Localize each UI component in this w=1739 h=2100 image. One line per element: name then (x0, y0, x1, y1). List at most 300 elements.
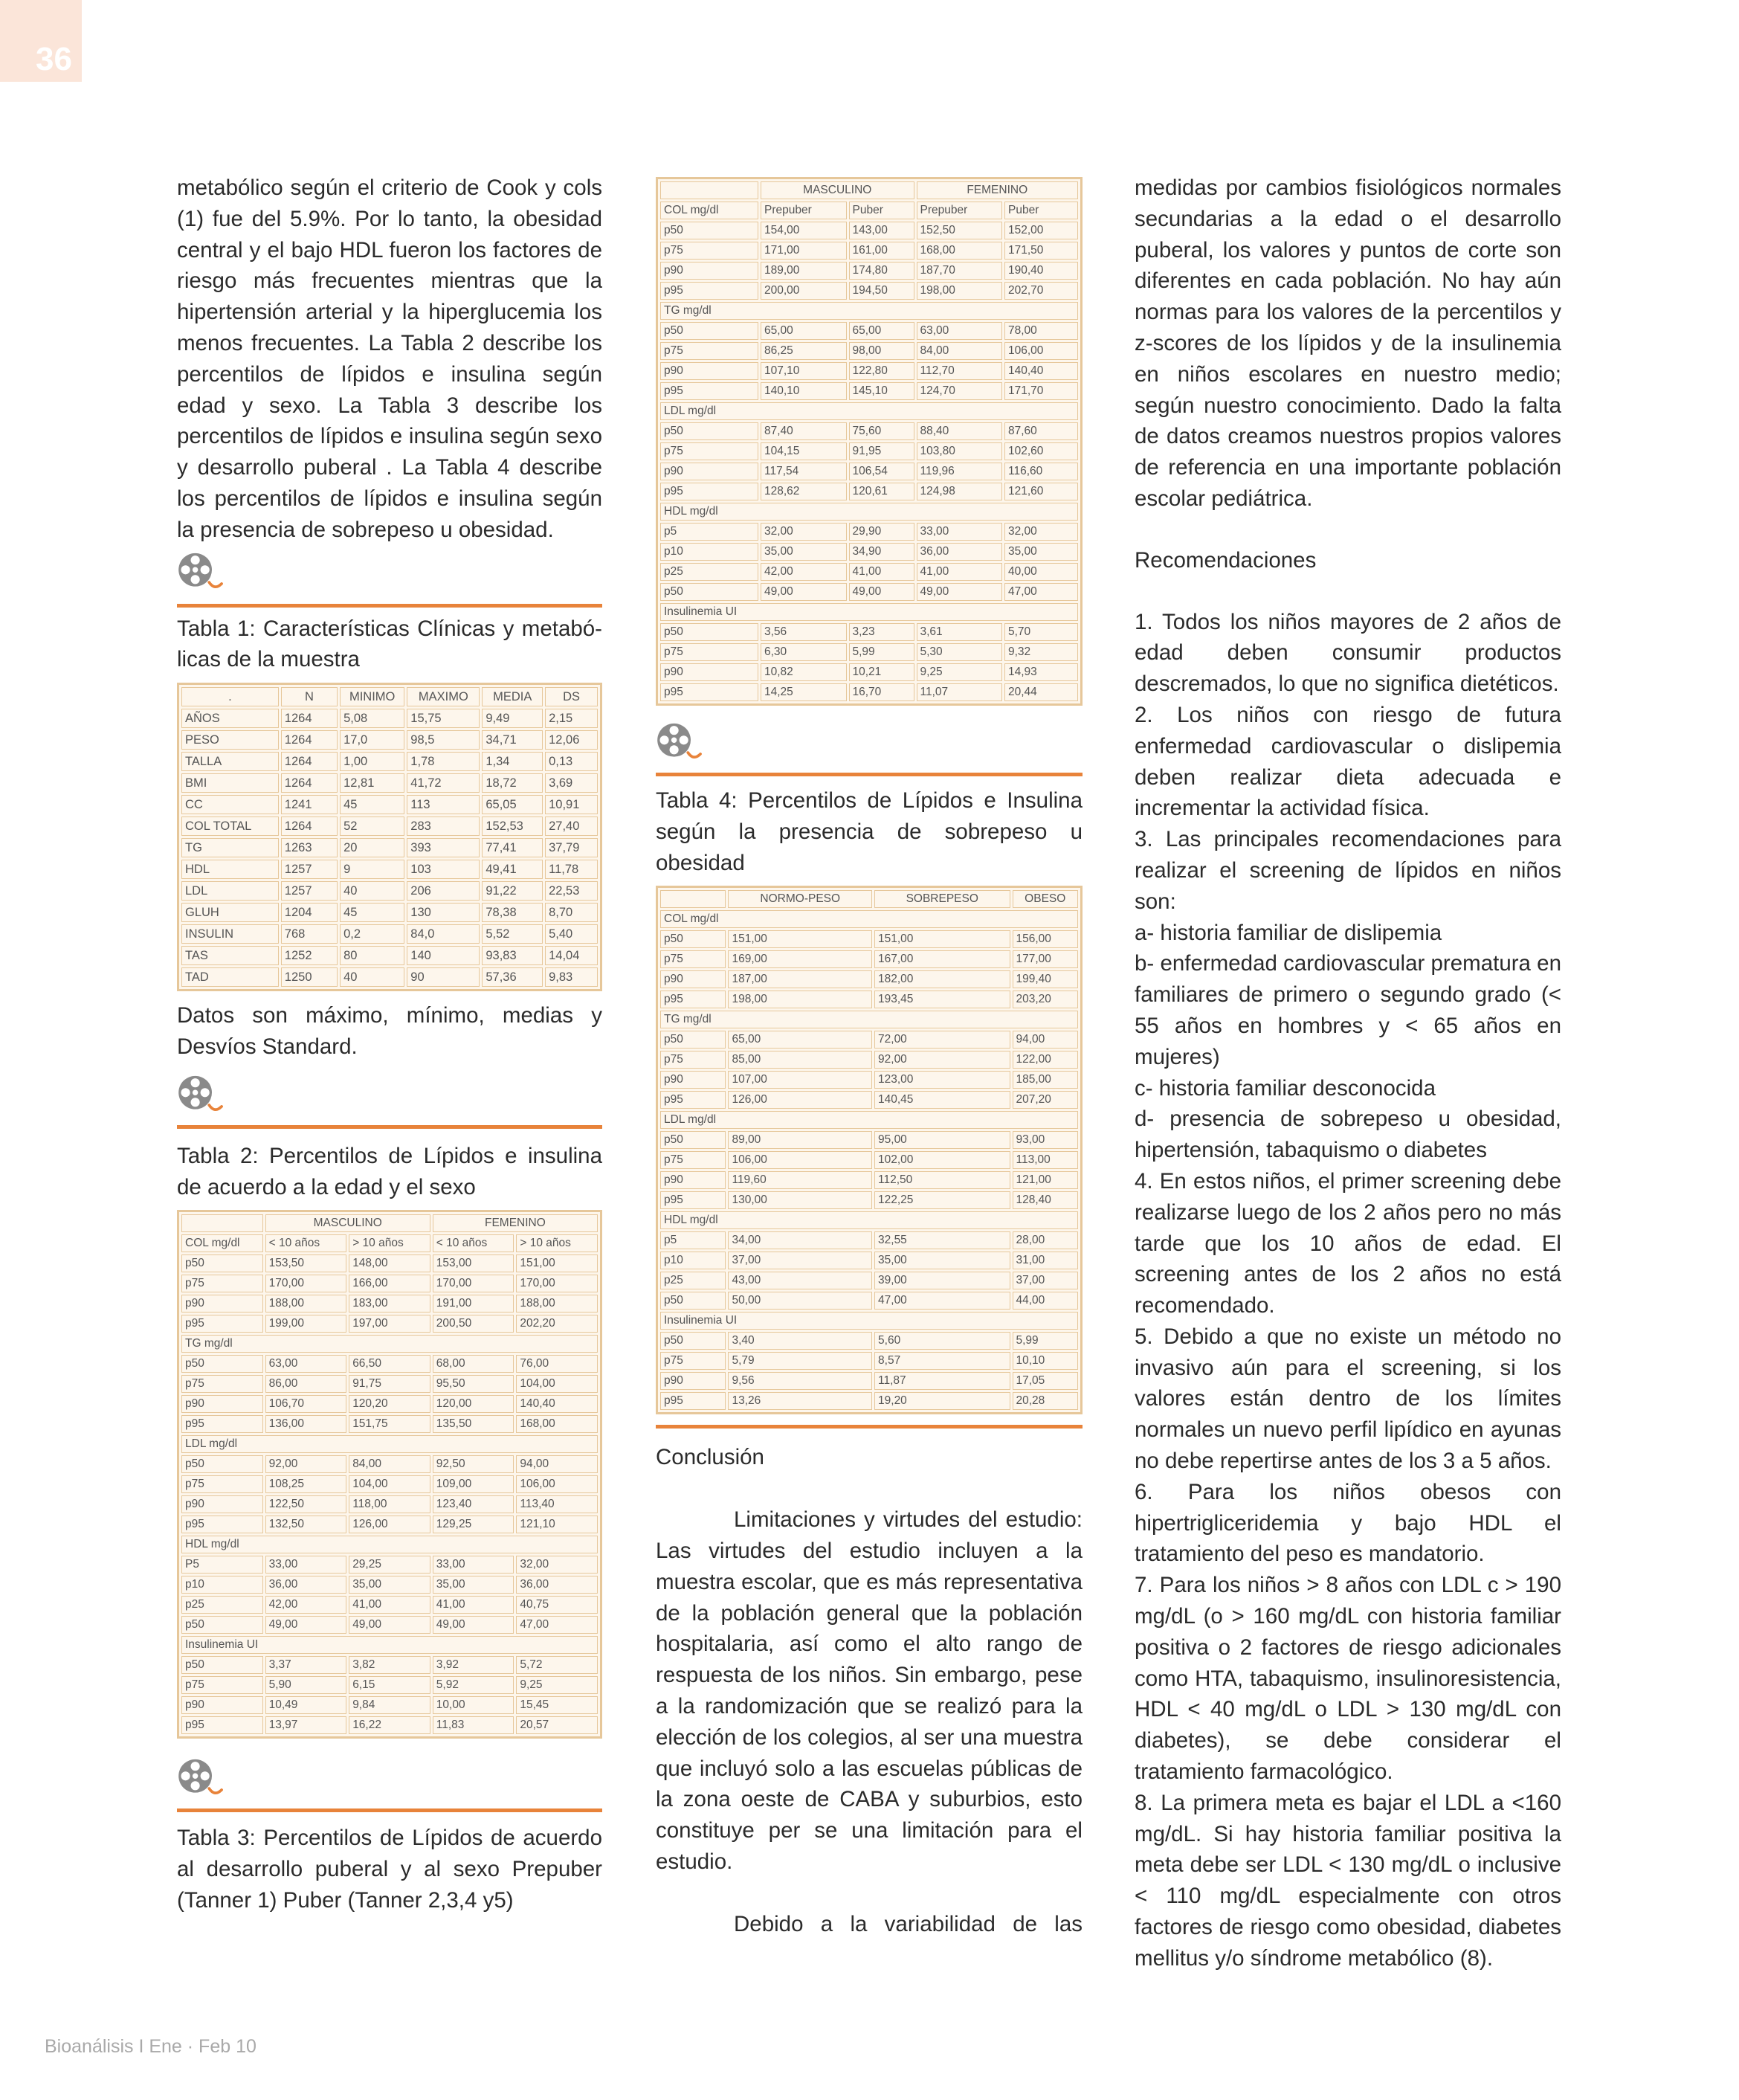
table-cell: 45 (340, 903, 404, 922)
table-cell: 35,00 (874, 1252, 1010, 1269)
table-row (181, 1295, 598, 1312)
table-cell: 5,99 (849, 643, 914, 661)
table-cell: 14,93 (1004, 663, 1078, 681)
table-cell: p50 (660, 322, 758, 340)
table-row (181, 903, 598, 922)
table-cell: p50 (660, 1131, 726, 1149)
table-cell: 32,00 (761, 523, 847, 541)
recommendation-item: a- historia familiar de dislipemia (1135, 920, 1442, 945)
table-row (660, 563, 1078, 581)
table-row (181, 1355, 598, 1373)
table-cell: 77,41 (482, 838, 543, 857)
table-row (181, 730, 598, 750)
table-row (660, 442, 1078, 460)
table-cell: 98,5 (407, 730, 480, 750)
table-row (660, 583, 1078, 601)
table-cell: 121,60 (1004, 483, 1078, 500)
table-cell: 109,00 (433, 1475, 514, 1493)
table-cell: 86,00 (265, 1375, 347, 1393)
table-row (181, 1395, 598, 1413)
table-row (660, 1272, 1078, 1289)
table-cell: 52 (340, 817, 404, 836)
table-row (181, 946, 598, 965)
table-cell: 200,00 (761, 282, 847, 300)
table-cell: 86,25 (761, 342, 847, 360)
table-cell: 87,40 (761, 422, 847, 440)
table-cell: 166,00 (349, 1275, 430, 1292)
table-section-label: HDL mg/dl (181, 1536, 598, 1553)
table-cell: 3,82 (349, 1656, 430, 1674)
table-cell: 78,00 (1004, 322, 1078, 340)
table-header-cell: NORMO-PESO (728, 890, 872, 908)
table-cell: 49,00 (917, 583, 1003, 601)
table-row (181, 1495, 598, 1513)
table-cell: 169,00 (728, 950, 872, 968)
table-cell: 9 (340, 860, 404, 879)
table-cell: 103 (407, 860, 480, 879)
table-cell: 129,25 (433, 1516, 514, 1533)
table-cell: p90 (660, 362, 758, 380)
table-row (181, 1616, 598, 1634)
table-group-header: FEMENINO (433, 1214, 598, 1232)
table4 (656, 886, 1083, 1414)
table-row (660, 1071, 1078, 1089)
table-cell: 20,44 (1004, 683, 1078, 701)
table-cell: 93,00 (1013, 1131, 1079, 1149)
table-cell: 124,98 (917, 483, 1003, 500)
table-cell: 10,91 (545, 795, 598, 814)
table-row (660, 663, 1078, 681)
table-cell: 140,40 (516, 1395, 598, 1413)
table-row (660, 1392, 1078, 1410)
table-cell: p95 (660, 1091, 726, 1109)
table-cell: p75 (660, 1051, 726, 1069)
table-row (181, 860, 598, 879)
table-cell: 91,95 (849, 442, 914, 460)
table-cell: 199,40 (1013, 970, 1079, 988)
table-cell: 107,10 (761, 362, 847, 380)
table-row (181, 1315, 598, 1333)
table-cell: 35,00 (761, 543, 847, 561)
table-cell: 102,60 (1004, 442, 1078, 460)
table-row (181, 773, 598, 793)
table-cell: 5,60 (874, 1332, 1010, 1350)
table-cell: p90 (181, 1395, 263, 1413)
table-cell: p25 (660, 563, 758, 581)
table-cell: 49,00 (265, 1616, 347, 1634)
table-row (660, 342, 1078, 360)
table-cell: p90 (181, 1495, 263, 1513)
table-cell: GLUH (181, 903, 279, 922)
table-cell: 40,00 (1004, 563, 1078, 581)
table-cell: p95 (660, 282, 758, 300)
table-cell: 57,36 (482, 967, 543, 987)
table-cell: 49,00 (761, 583, 847, 601)
table-row (660, 930, 1078, 948)
table-row (181, 709, 598, 728)
table-cell: p95 (660, 1392, 726, 1410)
table-cell: 152,50 (917, 222, 1003, 239)
table-row (181, 967, 598, 987)
table-cell: 92,50 (433, 1455, 514, 1473)
table-cell: 10,21 (849, 663, 914, 681)
table-cell: 1252 (281, 946, 338, 965)
table-cell: 36,00 (265, 1576, 347, 1594)
table-cell: 148,00 (349, 1254, 430, 1272)
table-cell: p75 (660, 643, 758, 661)
table2-caption: Tabla 2: Percentilos de Lípidos e insulina de acuerdo a la edad y el sexo (177, 1143, 602, 1199)
table-subheader-cell: Puber (849, 202, 914, 219)
table1-caption: Tabla 1: Características Clínicas y metabó-licas de la muestra (177, 616, 602, 672)
table-cell: 132,50 (265, 1516, 347, 1533)
table-cell: 121,10 (516, 1516, 598, 1533)
table-row (181, 1415, 598, 1433)
recommendation-item: 4. En estos niños, el primer screening debe realizarse luego de los 2 años pero no más tarde que los 10 años de edad. El screening antes de los 2 años no está recomendado. (1135, 1168, 1561, 1318)
table-header-cell: SOBREPESO (874, 890, 1010, 908)
table-cell: 8,57 (874, 1352, 1010, 1370)
table-cell: 94,00 (516, 1455, 598, 1473)
table-row (660, 422, 1078, 440)
table-cell: 151,75 (349, 1415, 430, 1433)
table-cell: 68,00 (433, 1355, 514, 1373)
table-row (660, 950, 1078, 968)
table-row (181, 795, 598, 814)
table-row (660, 970, 1078, 988)
table-cell: 92,00 (265, 1455, 347, 1473)
table-cell: 122,25 (874, 1191, 1010, 1209)
table-cell: 11,07 (917, 683, 1003, 701)
table-cell: 35,00 (349, 1576, 430, 1594)
table-cell: p5 (660, 1231, 726, 1249)
table-cell: LDL (181, 881, 279, 901)
table-cell: 1,34 (482, 752, 543, 771)
table-row (660, 1151, 1078, 1169)
table-cell: 170,00 (516, 1275, 598, 1292)
table-row (181, 1656, 598, 1674)
table-cell: 200,50 (433, 1315, 514, 1333)
table-cell: p75 (660, 1151, 726, 1169)
table-cell: 768 (281, 924, 338, 944)
table-cell: p25 (660, 1272, 726, 1289)
table-cell: 3,40 (728, 1332, 872, 1350)
table-cell: 10,00 (433, 1696, 514, 1714)
table-cell: 188,00 (265, 1295, 347, 1312)
table2 (177, 1210, 602, 1739)
table-section-row (660, 1111, 1078, 1129)
table-cell: 119,96 (917, 463, 1003, 480)
table-cell: 102,00 (874, 1151, 1010, 1169)
table-cell: 87,60 (1004, 422, 1078, 440)
table-cell: p50 (660, 583, 758, 601)
table-cell: 153,00 (433, 1254, 514, 1272)
table-cell: 167,00 (874, 950, 1010, 968)
table-cell: p95 (660, 991, 726, 1008)
table-cell: p50 (660, 623, 758, 641)
table-row (660, 1292, 1078, 1310)
table-section-label: Insulinemia UI (181, 1636, 598, 1654)
recommendation-item: c- historia familiar desconocida (1135, 1075, 1436, 1101)
table-cell: 65,00 (761, 322, 847, 340)
table-row (181, 924, 598, 944)
table3-caption: Tabla 3: Percentilos de Lípidos de acuerdo al desarrollo puberal y al sexo Prepuber (Tanner 1) Puber (Tanner 2,3,4 y5) (177, 1826, 602, 1913)
table-cell: p50 (181, 1355, 263, 1373)
table-cell: 202,70 (1004, 282, 1078, 300)
table-cell: 120,20 (349, 1395, 430, 1413)
column-middle (656, 177, 1083, 1940)
table-cell: 283 (407, 817, 480, 836)
table-cell: p90 (660, 1372, 726, 1390)
table-cell: 47,00 (516, 1616, 598, 1634)
table-cell: p75 (660, 950, 726, 968)
table-cell: 113,00 (1013, 1151, 1079, 1169)
table-cell: 3,37 (265, 1656, 347, 1674)
table-cell: 191,00 (433, 1295, 514, 1312)
table-cell: 140 (407, 946, 480, 965)
recommendations-list (1135, 607, 1561, 1974)
table-cell: 93,83 (482, 946, 543, 965)
table-cell: 112,70 (917, 362, 1003, 380)
table-cell: 140,45 (874, 1091, 1010, 1109)
table-cell: 10,10 (1013, 1352, 1079, 1370)
table-section-label: LDL mg/dl (660, 402, 1078, 420)
table-row (660, 1332, 1078, 1350)
table-section-row (181, 1636, 598, 1654)
table-row (660, 242, 1078, 260)
table-cell: 63,00 (917, 322, 1003, 340)
table-cell: 41,72 (407, 773, 480, 793)
table-cell: 33,00 (917, 523, 1003, 541)
table-section-row (660, 1211, 1078, 1229)
table-cell: 13,26 (728, 1392, 872, 1410)
table-cell: 1264 (281, 817, 338, 836)
table-header-cell: OBESO (1013, 890, 1079, 908)
table-cell: p50 (660, 422, 758, 440)
table-cell: p90 (660, 663, 758, 681)
table-cell: 6,15 (349, 1676, 430, 1694)
table-cell: 47,00 (874, 1292, 1010, 1310)
table-cell: 88,40 (917, 422, 1003, 440)
table-cell: p50 (181, 1616, 263, 1634)
table-cell: 17,05 (1013, 1372, 1079, 1390)
table-cell: 135,50 (433, 1415, 514, 1433)
table-cell: p50 (181, 1254, 263, 1272)
table-cell: 27,40 (545, 817, 598, 836)
table-cell: 85,00 (728, 1051, 872, 1069)
table-section-label: Insulinemia UI (660, 1312, 1078, 1330)
table-section-row (660, 910, 1078, 928)
table-cell: 80 (340, 946, 404, 965)
table-cell: 5,08 (340, 709, 404, 728)
table-row (181, 1516, 598, 1533)
table-cell: 40 (340, 967, 404, 987)
conclusion-paragraph: Limitaciones y virtudes del estudio: Las virtudes del estudio incluyen a la muestra escolar, que es más representativa de la población general que la población hospitalaria, así como el alto rango de respuesta de los niños. Sin embargo, pese a la randomización que se realizó para la elección de los colegios, al ser una muestra que incluyó solo a las escuelas públicas de la zona oeste de CABA y suburbios, esto constituye per se una limitación para el estudio. (656, 1507, 1083, 1874)
column-right (1135, 173, 1561, 1974)
table-cell: 91,75 (349, 1375, 430, 1393)
table-cell: 188,00 (516, 1295, 598, 1312)
table-section-label: HDL mg/dl (660, 503, 1078, 521)
table-cell: 1,78 (407, 752, 480, 771)
table-cell: p95 (660, 1191, 726, 1209)
recommendation-item: b- enfermedad cardiovascular prematura en familiares de primero o segundo grado (< 55 años en hombres y < 65 años en mujeres) (1135, 951, 1561, 1069)
table-row (181, 1275, 598, 1292)
table-cell: p50 (660, 1292, 726, 1310)
table-cell: p5 (660, 523, 758, 541)
table-row (181, 1596, 598, 1614)
table-cell: 174,80 (849, 262, 914, 280)
table-section-row (660, 402, 1078, 420)
table-cell: 32,55 (874, 1231, 1010, 1249)
table-cell: 122,50 (265, 1495, 347, 1513)
table-cell: 136,00 (265, 1415, 347, 1433)
table-cell: 206 (407, 881, 480, 901)
table-cell: p75 (660, 442, 758, 460)
table-cell: p50 (660, 930, 726, 948)
table-cell: 3,92 (433, 1656, 514, 1674)
table-cell: 20,57 (516, 1716, 598, 1734)
table-row (660, 623, 1078, 641)
table-cell: 91,22 (482, 881, 543, 901)
table-section-label: TG mg/dl (181, 1335, 598, 1353)
table-cell: 16,22 (349, 1716, 430, 1734)
table1-note: Datos son máximo, mínimo, medias y Desvíos Standard. (177, 1003, 602, 1059)
page-number-tab (0, 0, 82, 82)
table-section-row (660, 503, 1078, 521)
table-cell: p50 (660, 222, 758, 239)
table-cell: p95 (660, 683, 758, 701)
col3-intro: medidas por cambios fisiológicos normales secundarias a la edad o el desarrollo puberal, los valores y puntos de corte son diferentes en cada población. No hay aún normas para los valores de la percentilos y z-scores de los lípidos y de la insulinemia en niños escolares en nuestro medio; según nuestro conocimiento. Dado la falta de datos creamos nuestros propios valores de referencia en una importante población escolar pediátrica. (1135, 175, 1561, 511)
table-row (660, 1171, 1078, 1189)
table-cell: 108,25 (265, 1475, 347, 1493)
table-cell: 63,00 (265, 1355, 347, 1373)
table-cell: 106,54 (849, 463, 914, 480)
table-cell: 34,00 (728, 1231, 872, 1249)
film-reel-icon (177, 552, 226, 593)
table-cell: 202,20 (516, 1315, 598, 1333)
table-row (181, 1254, 598, 1272)
table-cell: 40 (340, 881, 404, 901)
table-cell: 35,00 (433, 1576, 514, 1594)
recommendation-item: 3. Las principales recomendaciones para realizar el screening de lípidos en niños son: (1135, 827, 1561, 914)
table-cell: 44,00 (1013, 1292, 1079, 1310)
table-header-cell: MAXIMO (407, 687, 480, 706)
table-cell: 17,0 (340, 730, 404, 750)
table-row (181, 1375, 598, 1393)
table-cell: 193,45 (874, 991, 1010, 1008)
table-cell: HDL (181, 860, 279, 879)
table-cell: 207,20 (1013, 1091, 1079, 1109)
table-cell: p50 (181, 1455, 263, 1473)
table-cell: 130,00 (728, 1191, 872, 1209)
table-cell: 128,62 (761, 483, 847, 500)
table-row (181, 838, 598, 857)
table-row (660, 1191, 1078, 1209)
table-row (181, 1475, 598, 1493)
table-cell: 22,53 (545, 881, 598, 901)
table-cell: 37,79 (545, 838, 598, 857)
table-row (660, 382, 1078, 400)
table-cell: 119,60 (728, 1171, 872, 1189)
table-cell: 151,00 (516, 1254, 598, 1272)
table-header-row (660, 181, 1078, 199)
table-cell: 198,00 (917, 282, 1003, 300)
table-cell: 1204 (281, 903, 338, 922)
table-cell: 11,78 (545, 860, 598, 879)
table-cell: 13,97 (265, 1716, 347, 1734)
table-cell: 20 (340, 838, 404, 857)
table-cell: BMI (181, 773, 279, 793)
recommendation-item: 1. Todos los niños mayores de 2 años de edad deben consumir productos descremados, lo que no significa dietéticos. (1135, 609, 1561, 697)
table-cell: 1263 (281, 838, 338, 857)
table-cell: p75 (660, 1352, 726, 1370)
table-cell: 106,00 (516, 1475, 598, 1493)
table-cell: p25 (181, 1596, 263, 1614)
table-cell: 41,00 (849, 563, 914, 581)
table-cell: p90 (660, 262, 758, 280)
table-cell: 16,70 (849, 683, 914, 701)
table-cell: 84,00 (349, 1455, 430, 1473)
table-cell: p95 (181, 1716, 263, 1734)
table-cell: 20,28 (1013, 1392, 1079, 1410)
table-cell: 10,82 (761, 663, 847, 681)
table3 (656, 177, 1083, 706)
table-cell: 19,20 (874, 1392, 1010, 1410)
table-cell: 2,15 (545, 709, 598, 728)
recommendation-item: 6. Para los niños obesos con hipertrigliceridemia y bajo HDL el tratamiento del peso es mandatorio. (1135, 1479, 1561, 1567)
table-cell: p90 (660, 1071, 726, 1089)
table-cell: 41,00 (917, 563, 1003, 581)
table-cell: 95,50 (433, 1375, 514, 1393)
table-cell: 154,00 (761, 222, 847, 239)
table-cell: 5,92 (433, 1676, 514, 1694)
table-cell: 11,83 (433, 1716, 514, 1734)
table-section-label: TG mg/dl (660, 1011, 1078, 1028)
table-cell: 1264 (281, 752, 338, 771)
table-subheader-cell: < 10 años (265, 1234, 347, 1252)
table-cell: 12,81 (340, 773, 404, 793)
table-header-cell: MEDIA (482, 687, 543, 706)
table-cell: 8,70 (545, 903, 598, 922)
table-cell: 49,00 (349, 1616, 430, 1634)
table-cell: 1264 (281, 730, 338, 750)
table-cell: 6,30 (761, 643, 847, 661)
table-cell: p75 (660, 342, 758, 360)
table-cell: 3,23 (849, 623, 914, 641)
table-row (181, 1556, 598, 1574)
film-reel-icon (656, 722, 705, 764)
table-row (660, 1231, 1078, 1249)
table-cell: 104,00 (349, 1475, 430, 1493)
table-cell: p75 (181, 1375, 263, 1393)
recommendation-item: d- presencia de sobrepeso u obesidad, hipertensión, tabaquismo o diabetes (1135, 1107, 1561, 1163)
table-cell: p95 (181, 1415, 263, 1433)
table-cell: 72,00 (874, 1031, 1010, 1049)
table-header-cell: MINIMO (340, 687, 404, 706)
table-header-cell (660, 181, 758, 199)
table-cell: 10,49 (265, 1696, 347, 1714)
table-cell: 1257 (281, 881, 338, 901)
table-cell: p95 (660, 382, 758, 400)
table-cell: 3,69 (545, 773, 598, 793)
table-cell: p95 (181, 1315, 263, 1333)
table-cell: 90 (407, 967, 480, 987)
table-cell: 117,54 (761, 463, 847, 480)
table-cell: 128,40 (1013, 1191, 1079, 1209)
table-cell: 29,25 (349, 1556, 430, 1574)
table-row (181, 881, 598, 901)
table-cell: 11,87 (874, 1372, 1010, 1390)
table-cell: 98,00 (849, 342, 914, 360)
table-subheader-cell: > 10 años (349, 1234, 430, 1252)
